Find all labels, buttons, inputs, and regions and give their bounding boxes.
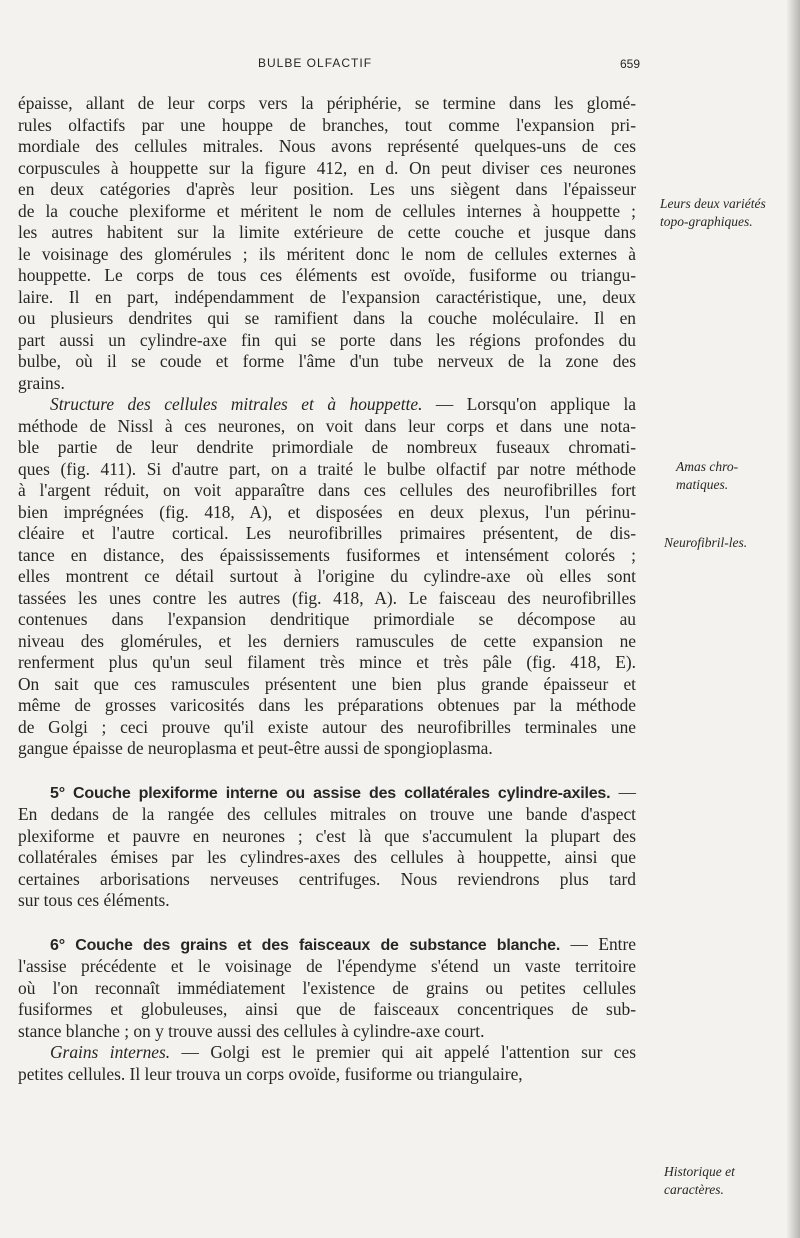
text-line: renferment plus qu'un seul filament très mince et très pâle (fig. 418, E). <box>18 652 636 672</box>
paragraph-heading: Structure des cellules mitrales et à houppette. <box>50 394 423 414</box>
text-line: tance en distance, des épaississements fusiformes et intensément colorés ; <box>18 544 636 565</box>
text-line: elles montrent ce détail surtout à l'origine du cylindre-axe où elles sont <box>18 566 636 586</box>
running-title: BULBE OLFACTIF <box>258 56 373 70</box>
text-line: méthode de Nissl à ces neurones, on voit dans leur corps et dans une nota- <box>18 415 636 436</box>
text-line: certaines arborisations nerveuses centrifuges. Nous reviendrons plus tard <box>18 868 636 889</box>
text-line: même de grosses varicosités dans les préparations obtenues par la méthode <box>18 695 636 715</box>
text-line: On sait que ces ramuscules présentent une bien plus grande épaisseur et <box>18 673 636 694</box>
section-heading-line: 6° Couche des grains et des faisceaux de substance blanche. — Entre <box>50 933 636 954</box>
text-line: fusiformes et globuleuses, ainsi que de faisceaux concentriques de sub- <box>18 999 636 1019</box>
text-line: petites cellules. Il leur trouva un corps ovoïde, fusiforme ou triangulaire, <box>18 1063 523 1084</box>
paragraph-couche-grains <box>18 934 636 1043</box>
paragraph-heading: 5° Couche plexiforme interne ou assise des collatérales cylindre-axiles. <box>50 784 611 802</box>
text-line: plexiforme et pauvre en neurones ; c'est là que s'accumulent la plupart des <box>18 825 636 846</box>
text-line: bien imprégnées (fig. 418, A), et disposées en deux plexus, l'un périnu- <box>18 501 636 522</box>
main-text <box>18 93 636 1085</box>
section-gap <box>18 912 636 934</box>
text-line: contenues dans l'expansion dendritique primordiale se décompose au <box>18 609 636 629</box>
text-line: En dedans de la rangée des cellules mitrales on trouve une bande d'aspect <box>18 804 636 824</box>
text-line: stance blanche ; on y trouve aussi des cellules à cylindre-axe court. <box>18 1020 485 1041</box>
text-line: à l'argent réduit, on voit apparaître dans ces cellules des neurofibrilles fort <box>18 480 636 500</box>
text-line: le voisinage des glomérules ; ils méritent donc le nom de cellules externes à <box>18 243 636 264</box>
text-line: rules olfactifs par une houppe de branches, tout comme l'expansion pri- <box>18 114 636 135</box>
text-line: ble partie de leur dendrite primordiale de nombreux fuseaux chromati- <box>18 437 636 457</box>
text-line: Grains internes. — Golgi est le premier qui ait appelé l'attention sur ces <box>50 1042 636 1062</box>
margin-note-neurofibrilles: Neurofibril-les. <box>664 535 748 550</box>
text-line: laire. Il en part, indépendamment de l'expansion caractéristique, une, deux <box>18 286 636 307</box>
section-heading-line: 5° Couche plexiforme interne ou assise des collatérales cylindre-axiles. — <box>50 781 636 802</box>
text-line: Structure des cellules mitrales et à houppette. — Lorsqu'on applique la <box>50 394 636 414</box>
running-header <box>0 56 640 80</box>
section-gap <box>18 760 636 782</box>
text-line: gangue épaisse de neuroplasma et peut-être aussi de spongioplasma. <box>18 738 493 758</box>
text-line: cléaire et l'autre cortical. Les neurofibrilles primaires présentent, de dis- <box>18 523 636 543</box>
paragraph-structure <box>18 394 636 760</box>
page-number: 659 <box>619 57 640 71</box>
text-line: collatérales émises par les cylindres-axes des cellules à houppette, ainsi que <box>18 847 636 867</box>
text-line: houppette. Le corps de tous ces éléments est ovoïde, fusiforme ou triangu- <box>18 265 636 285</box>
page-edge-shadow <box>786 0 800 1238</box>
text-line: tassées les unes contre les autres (fig. 418, A). Le faisceau des neurofibrilles <box>18 587 636 608</box>
text-line: part aussi un cylindre-axe fin qui se porte dans les régions profondes du <box>18 329 636 350</box>
paragraph-heading: Grains internes. <box>50 1042 171 1062</box>
margin-note-varietes: Leurs deux variétés topo-graphiques. <box>660 196 766 229</box>
text-line: où l'on reconnaît immédiatement l'existence de grains ou petites cellules <box>18 977 636 998</box>
text-line: bulbe, où il se coude et forme l'âme d'un tube nerveux de la zone des <box>18 351 636 371</box>
text-line: l'assise précédente et le voisinage de l'épendyme s'étend un vaste territoire <box>18 956 636 976</box>
text-line: grains. <box>18 372 65 393</box>
text-line: corpuscules à houppette sur la figure 412, en d. On peut diviser ces neurones <box>18 157 636 178</box>
paragraph-grains-internes <box>18 1042 636 1085</box>
text-line: ou plusieurs dendrites qui se ramifient dans la couche moléculaire. Il en <box>18 308 636 328</box>
text-line: les autres habitent sur la limite extérieure de cette couche et jusque dans <box>18 222 636 242</box>
paragraph-couche-plexiforme <box>18 782 636 912</box>
text-line: niveau des glomérules, et les derniers ramuscules de cette expansion ne <box>18 630 636 651</box>
margin-note-amas: Amas chro-matiques. <box>676 459 739 492</box>
margin-note-historique: Historique et caractères. <box>664 1164 735 1197</box>
text-line: mordiale des cellules mitrales. Nous avons représenté quelques-uns de ces <box>18 136 636 156</box>
paragraph-heading: 6° Couche des grains et des faisceaux de substance blanche. <box>50 936 561 954</box>
paragraph-1 <box>18 93 636 394</box>
text-line: sur tous ces éléments. <box>18 890 170 910</box>
text-line: de Golgi ; ceci prouve qu'il existe autour des neurofibrilles terminales une <box>18 716 636 737</box>
text-line: ques (fig. 411). Si d'autre part, on a traité le bulbe olfactif par notre méthode <box>18 458 636 479</box>
text-line: de la couche plexiforme et méritent le nom de cellules internes à houppette ; <box>18 200 636 221</box>
text-line: épaisse, allant de leur corps vers la périphérie, se termine dans les glomé- <box>18 93 636 113</box>
text-line: en deux catégories d'après leur position. Les uns siègent dans l'épaisseur <box>18 179 636 199</box>
